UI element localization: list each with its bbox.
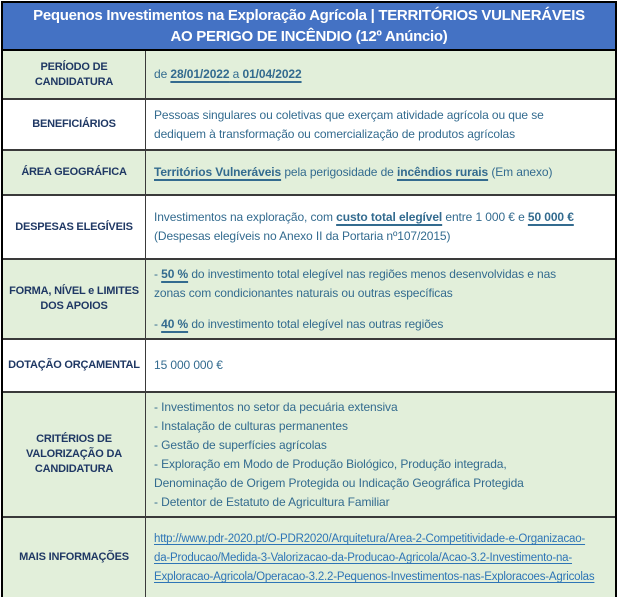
text-segment: - Investimentos no setor da pecuária extensiva [154,399,398,414]
text-segment: zonas com condicionantes naturais ou outras específicas [154,285,453,300]
text-segment: (Em anexo) [488,165,553,179]
row-content-mais-informacoes [146,518,615,597]
content-line [154,417,609,436]
row-content-despesas-elegiveis [146,196,615,258]
row-content-area-geografica [146,151,615,194]
content-line [154,65,609,84]
highlighted-text: 50 000 € [527,210,574,224]
header-title-line1: Pequenos Investimentos na Exploração Agrícola | TERRITÓRIOS VULNERÁVEIS [33,7,585,24]
text-segment: do investimento total elegível nas regiões menos desenvolvidas e nas [188,266,557,281]
row-content-dotacao-orcamental [146,340,615,391]
row-label-text: DOTAÇÃO ORÇAMENTAL [8,359,140,371]
text-segment: do investimento total elegível nas outras regiões [188,316,444,331]
text-segment: dediquem à transformação ou comercialização de produtos agrícolas [154,126,516,141]
highlighted-text: 28/01/2022 [170,67,230,81]
content-line [154,125,609,144]
table-row-mais-informacoes [3,518,615,597]
highlighted-text: custo total elegível [336,210,443,224]
header-title-line2: AO PERIGO DE INCÊNDIO (12º Anúncio) [170,28,448,45]
highlighted-text: Territórios Vulneráveis [154,165,282,179]
table-row-area-geografica [3,151,615,196]
row-label-despesas-elegiveis [3,196,146,258]
content-line [154,265,609,284]
row-label-criterios-valorizacao [3,393,146,516]
highlighted-text: a [229,67,243,81]
content-line [154,436,609,455]
row-label-text: BENEFICIÁRIOS [32,118,116,130]
content-line [154,315,609,334]
text-segment: - Instalação de culturas permanentes [154,418,348,433]
info-link-line[interactable] [154,567,609,586]
row-label-mais-informacoes [3,518,146,597]
content-line [154,227,609,246]
content-line [154,284,609,303]
content-line [154,208,609,227]
announcement-table [1,1,617,597]
content-line [154,356,609,375]
info-link-line[interactable] [154,529,609,548]
row-label-text: DESPESAS ELEGÍVEIS [15,220,133,233]
url-link[interactable]: da-Producao/Medida-3-Valorizacao-da-Producao-Agricola/Acao-3.2-Investimento-na- [154,552,573,564]
row-label-beneficiarios [3,100,146,149]
row-label-text: CRITÉRIOS DE VALORIZAÇÃO DA CANDIDATURA [26,433,122,475]
content-line [154,455,609,474]
table-row-beneficiarios [3,100,615,151]
text-segment: - Detentor de Estatuto de Agricultura Familiar [154,494,390,509]
text-segment: de [154,67,171,81]
row-label-area-geografica [3,151,146,194]
table-header [3,3,615,51]
text-segment: - Exploração em Modo de Produção Biológico, Produção integrada, [154,456,507,471]
row-content-periodo-de-candidatura [146,51,615,98]
info-link-line[interactable] [154,548,609,567]
content-line [154,474,609,493]
text-segment: Pessoas singulares ou coletivas que exerçam atividade agrícola ou que se [154,107,544,122]
table-row-periodo-de-candidatura [3,51,615,100]
text-segment: - [154,266,162,281]
text-segment: pela perigosidade de [281,165,397,179]
content-line [154,163,609,182]
url-link[interactable]: Exploracao-Agricola/Operacao-3.2.2-Pequenos-Investimentos-nas-Exploracoes-Agricolas [154,571,595,583]
row-label-text: ÁREA GEOGRÁFICA [21,166,127,178]
text-segment: 15 000 000 € [154,358,223,372]
text-segment: Investimentos na exploração, com [154,210,337,224]
row-content-forma-nivel-limites-apoios [146,260,615,338]
table-row-criterios-valorizacao [3,393,615,518]
highlighted-text: 50 % [161,266,189,281]
highlighted-text: 01/04/2022 [242,67,302,81]
url-link[interactable]: http://www.pdr-2020.pt/O-PDR2020/Arquitetura/Area-2-Competitividade-e-Organizacao- [154,533,586,545]
text-segment: Denominação de Origem Protegida ou Indicação Geográfica Protegida [154,475,524,490]
row-label-text: FORMA, NÍVEL e LIMITES DOS APOIOS [9,285,139,312]
highlighted-text: incêndios rurais [396,165,489,179]
content-line [154,106,609,125]
row-label-text: PERÍODO DE CANDIDATURA [34,60,114,88]
text-segment: - Gestão de superfícies agrícolas [154,437,327,452]
row-label-dotacao-orcamental [3,340,146,391]
text-segment: (Despesas elegíveis no Anexo II da Portaria nº107/2015) [154,229,451,243]
row-label-forma-nivel-limites-apoios [3,260,146,338]
row-label-periodo-de-candidatura [3,51,146,98]
highlighted-text: 40 % [161,316,189,331]
rows [3,51,615,597]
table-row-despesas-elegiveis [3,196,615,260]
table-row-forma-nivel-limites-apoios [3,260,615,340]
content-line [154,398,609,417]
content-line [154,493,609,512]
text-segment: entre 1 000 € e [442,210,528,224]
row-label-text: MAIS INFORMAÇÕES [19,551,129,563]
table-row-dotacao-orcamental [3,340,615,393]
row-content-beneficiarios [146,100,615,149]
row-content-criterios-valorizacao [146,393,615,516]
text-segment: - [154,316,162,331]
